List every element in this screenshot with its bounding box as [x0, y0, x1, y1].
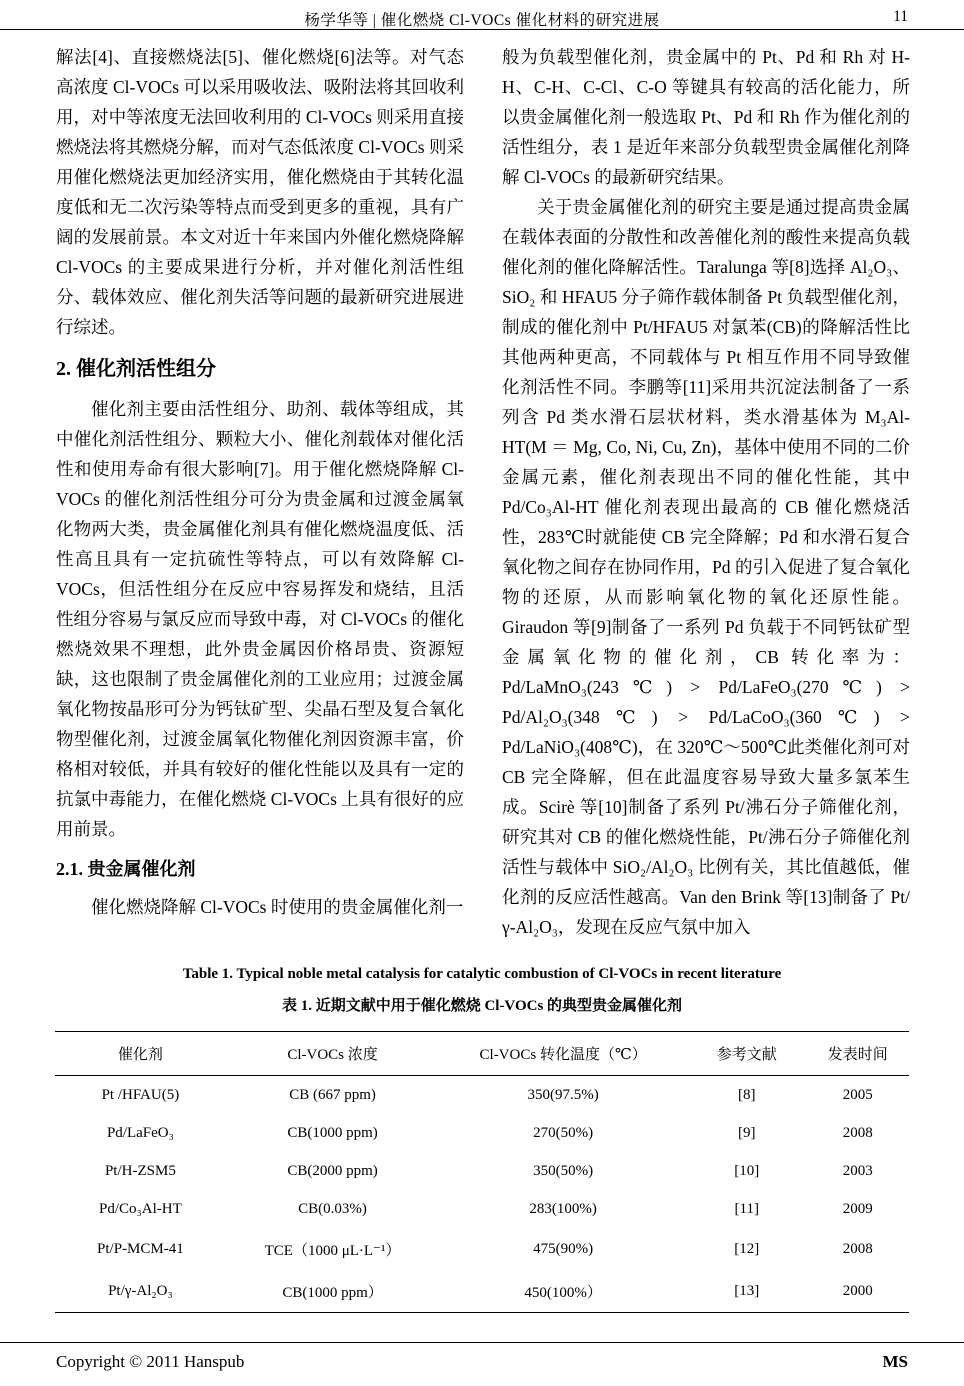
column-header: Cl-VOCs 转化温度（℃） — [439, 1032, 687, 1076]
catalyst-table — [55, 1031, 909, 1313]
cell-conversion-temp: 350(97.5%) — [527, 1086, 599, 1103]
journal-mark: MS — [882, 1352, 908, 1371]
cell-concentration: CB(0.03%) — [298, 1200, 367, 1217]
cell-reference: [9] — [737, 1124, 756, 1141]
cell-catalyst: Pt/H-ZSM5 — [104, 1162, 176, 1179]
cell-reference: [13] — [687, 1270, 807, 1313]
cell-year: 2009 — [842, 1200, 873, 1217]
cell-concentration: TCE（1000 μL·L⁻¹） — [264, 1242, 401, 1259]
paragraph: 催化剂主要由活性组分、助剂、载体等组成，其中催化剂活性组分、颗粒大小、催化剂载体对催化活性和使用寿命有很大影响[7]。用于催化燃烧降解 Cl-VOCs 的催化剂活性组分可分为贵金属和过渡金属氧化物两大类，贵金属催化剂具有催化燃烧温度低、活性高且具有一定抗硫性等特点，可以有效降解 Cl-VOCs，但活性组分在反应中容易挥发和烧结，且活性组分容易与氯反应而导致中毒，对 Cl-VOCs 的催化燃烧效果不理想，此外贵金属因价格昂贵、资源短缺，这也限制了贵金属催化剂的工业应用；过渡金属氧化物按晶形可分为钙钛矿型、尖晶石型及复合氧化物型催化剂，过渡金属氧化物催化剂因资源丰富，价格相对较低，并具有较好的催化性能以及具有一定的抗氯中毒能力，在催化燃烧 Cl-VOCs 上具有很好的应用前景。 — [56, 399, 464, 839]
table-row — [55, 1076, 909, 1115]
cell-catalyst: Pt/P-MCM-41 — [97, 1240, 184, 1257]
cell-conversion-temp: 283(100%) — [529, 1200, 597, 1217]
paragraph: 般为负载型催化剂，贵金属中的 Pt、Pd 和 Rh 对 H-H、C-H、C-Cl、C-O 等键具有较高的活化能力，所以贵金属催化剂一般选取 Pt、Pd 和 Rh 作为催化剂的活性组分，表 1 是近年来部分负载型贵金属催化剂降解 Cl-VOCs 的最新研究结果。 — [502, 47, 910, 187]
page-number: 11 — [893, 8, 908, 25]
cell-catalyst: Pd/Co₃Al-HT — [99, 1200, 182, 1217]
right-column — [502, 42, 910, 942]
cell-conversion-temp: 450(100%） — [439, 1270, 687, 1313]
section-heading-2-1: 2.1. 贵金属催化剂 — [56, 859, 196, 879]
table-row — [55, 1152, 909, 1190]
paragraph: 关于贵金属催化剂的研究主要是通过提高贵金属在载体表面的分散性和改善催化剂的酸性来提高负载催化剂的催化降解活性。Taralunga 等[8]选择 Al₂O₃、SiO₂ 和 HFAU5 分子筛作载体制备 Pt 负载型催化剂，制成的催化剂中 Pt/HFAU5 对氯苯(CB)的降解活性比其他两种更高，不同载体与 Pt 相互作用不同导致催化剂活性不同。李鹏等[11]采用共沉淀法制备了一系列含 Pd 类水滑石层状材料，类水滑基体为 M₃Al-HT(M ＝ Mg, Co, Ni, Cu, Zn)，基体中使用不同的二价金属元素，催化剂表现出不同的催化性能，其中 Pd/Co₃Al-HT 催化剂表现出最高的 CB 催化燃烧活性，283℃时就能使 CB 完全降解；Pd 和水滑石复合氧化物之间存在协同作用，Pd 的引入促进了复合氧化物的还原，从而影响氧化物的氧化还原性能。Giraudon 等[9]制备了一系列 Pd 负载于不同钙钛矿型金属氧化物的催化剂，CB 转化率为：Pd/LaMnO₃(243℃) > Pd/LaFeO₃(270℃) > Pd/Al₂O₃(348℃) > Pd/LaCoO₃(360℃) > Pd/LaNiO₃(408℃)，在 320℃～500℃此类催化剂可对 CB 完全降解，但在此温度容易导致大量多氯苯生成。Scirè 等[10]制备了系列 Pt/沸石分子筛催化剂，研究其对 CB 的催化燃烧性能，Pt/沸石分子筛催化剂活性与载体中 SiO₂/Al₂O₃ 比例有关，其比值越低，催化剂的反应活性越高。Van den Brink 等[13]制备了 Pt/γ-Al₂O₃，发现在反应气氛中加入 — [502, 197, 910, 937]
table-caption-english: Table 1. Typical noble metal catalysis for catalytic combustion of Cl-VOCs in recent literature — [182, 966, 782, 982]
paragraph: 解法[4]、直接燃烧法[5]、催化燃烧[6]法等。对气态高浓度 Cl-VOCs 可以采用吸收法、吸附法将其回收利用，对中等浓度无法回收利用的 Cl-VOCs 则采用直接燃烧法将其燃烧分解，而对气态低浓度 Cl-VOCs 则采用催化燃烧法更加经济实用，催化燃烧由于其转化温度低和无二次污染等特点而受到更多的重视，具有广阔的发展前景。本文对近十年来国内外催化燃烧降解 Cl-VOCs 的主要成果进行分析，并对催化剂活性组分、载体效应、催化剂失活等问题的最新研究进展进行综述。 — [56, 47, 464, 337]
cell-catalyst: Pt /HFAU(5) — [101, 1086, 180, 1103]
body-columns — [0, 30, 964, 942]
left-column — [56, 42, 464, 942]
column-header: Cl-VOCs 浓度 — [226, 1032, 440, 1076]
cell-catalyst: Pt/γ-Al₂O₃ — [55, 1270, 226, 1313]
table-row — [55, 1228, 909, 1270]
cell-concentration: CB(1000 ppm) — [287, 1124, 378, 1141]
column-header: 参考文献 — [687, 1032, 807, 1076]
table-caption-chinese: 表 1. 近期文献中用于催化燃烧 Cl-VOCs 的典型贵金属催化剂 — [281, 998, 683, 1014]
table-1-block — [55, 966, 909, 1313]
table-row — [55, 1114, 909, 1152]
paragraph: 催化燃烧降解 Cl-VOCs 时使用的贵金属催化剂一 — [91, 897, 464, 917]
page-header — [0, 0, 964, 29]
table-header-row — [55, 1032, 909, 1076]
cell-reference: [11] — [734, 1200, 759, 1217]
cell-conversion-temp: 475(90%) — [533, 1240, 594, 1257]
cell-year: 2008 — [842, 1240, 873, 1257]
cell-reference: [8] — [737, 1086, 756, 1103]
cell-reference: [12] — [734, 1240, 760, 1257]
cell-catalyst: Pd/LaFeO₃ — [106, 1124, 174, 1141]
table-row — [55, 1190, 909, 1228]
table-row — [55, 1270, 909, 1313]
cell-concentration: CB(1000 ppm） — [226, 1270, 440, 1313]
cell-year: 2008 — [842, 1124, 873, 1141]
cell-concentration: CB (667 ppm) — [289, 1086, 376, 1103]
page-footer — [0, 1342, 964, 1386]
cell-conversion-temp: 350(50%) — [533, 1162, 594, 1179]
cell-year: 2003 — [842, 1162, 873, 1179]
cell-year: 2000 — [807, 1270, 910, 1313]
cell-conversion-temp: 270(50%) — [533, 1124, 594, 1141]
column-header: 发表时间 — [807, 1032, 910, 1076]
running-title: 杨学华等 | 催化燃烧 Cl-VOCs 催化材料的研究进展 — [304, 12, 660, 29]
copyright-text: Copyright © 2011 Hanspub — [56, 1352, 245, 1371]
column-header: 催化剂 — [55, 1032, 226, 1076]
cell-concentration: CB(2000 ppm) — [287, 1162, 378, 1179]
section-heading-2: 2. 催化剂活性组分 — [56, 358, 216, 380]
cell-year: 2005 — [842, 1086, 873, 1103]
cell-reference: [10] — [734, 1162, 760, 1179]
